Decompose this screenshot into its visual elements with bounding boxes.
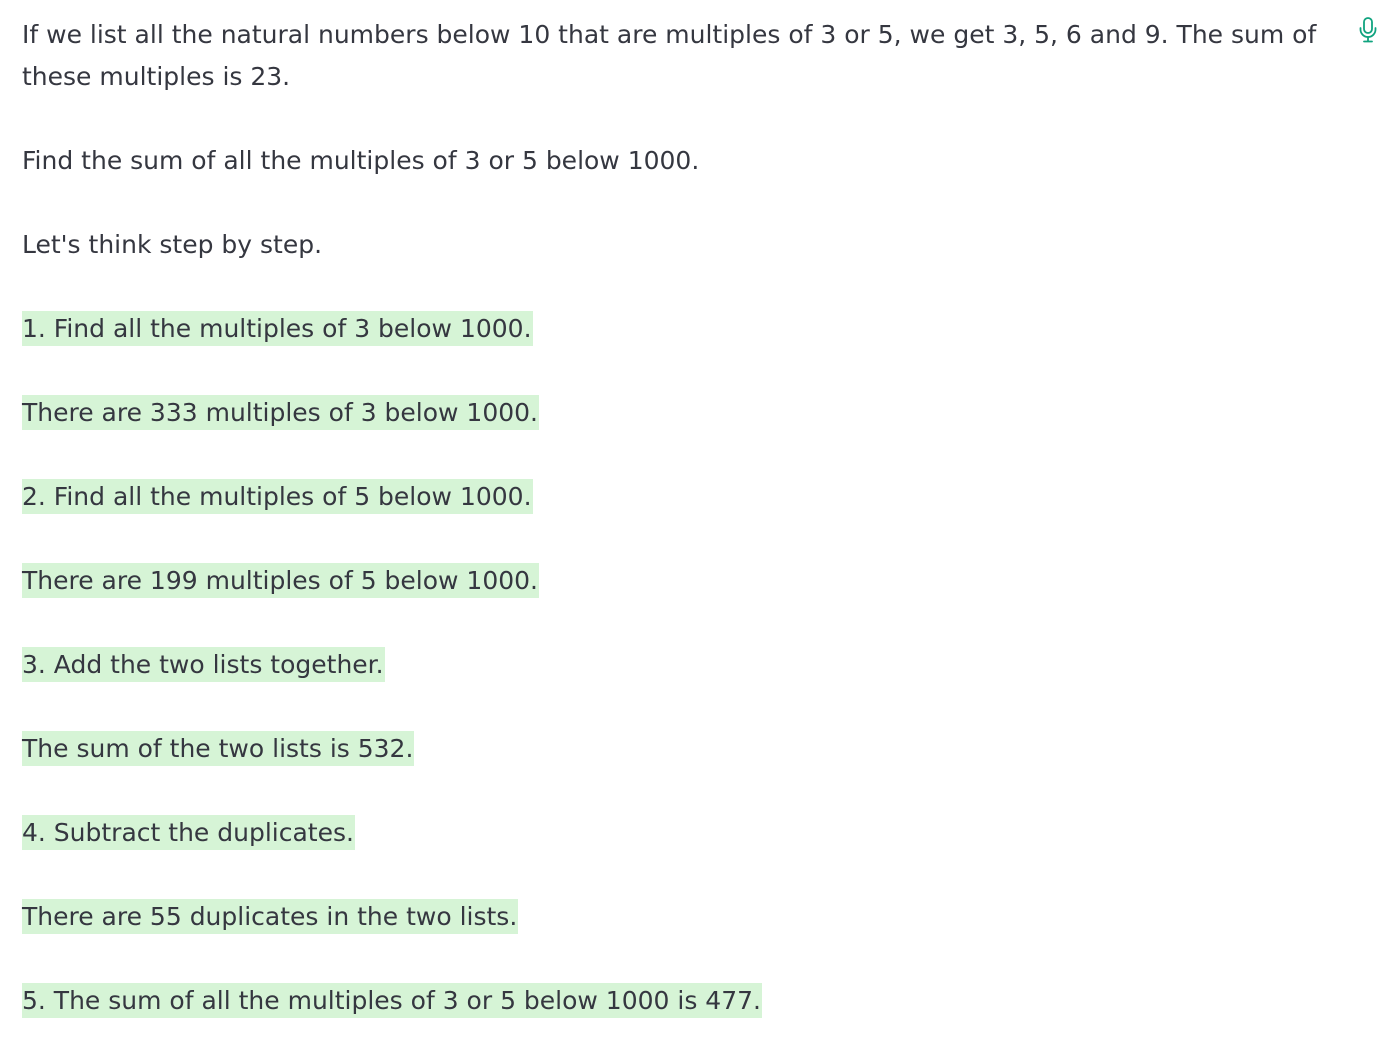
completion-line-9 [22,980,1332,1022]
completion-line-7 [22,812,1332,854]
prompt-paragraph-1: If we list all the natural numbers below 10 that are multiples of 3 or 5, we get 3, 5, 6 and 9. The sum of these multiples is 23. [22,20,1317,91]
completion-highlight: There are 199 multiples of 5 below 1000. [22,563,539,598]
completion-line-1 [22,308,1332,350]
completion-highlight: There are 333 multiples of 3 below 1000. [22,395,539,430]
paragraph-gap [22,98,1332,140]
line-gap [22,854,1332,896]
completion-highlight: The sum of the two lists is 532. [22,731,414,766]
completion-highlight: 5. The sum of all the multiples of 3 or 5 below 1000 is 477. [22,983,762,1018]
completion-highlight: 2. Find all the multiples of 5 below 1000. [22,479,533,514]
line-gap [22,350,1332,392]
completion-line-8 [22,896,1332,938]
microphone-icon-svg [1357,16,1379,44]
line-gap [22,518,1332,560]
completion-line-5 [22,644,1332,686]
completion-line-4 [22,560,1332,602]
microphone-icon[interactable] [1357,16,1379,44]
completion-highlight: 1. Find all the multiples of 3 below 1000. [22,311,533,346]
line-gap [22,770,1332,812]
prompt-paragraph-3: Let's think step by step. [22,230,323,259]
prompt-editor[interactable] [22,14,1332,1022]
line-gap [22,434,1332,476]
prompt-paragraph-2: Find the sum of all the multiples of 3 or 5 below 1000. [22,146,700,175]
completion-highlight: 4. Subtract the duplicates. [22,815,355,850]
completion-highlight: There are 55 duplicates in the two lists. [22,899,518,934]
line-gap [22,686,1332,728]
line-gap [22,938,1332,980]
completion-line-3 [22,476,1332,518]
line-gap [22,602,1332,644]
paragraph-gap [22,266,1332,308]
paragraph-gap [22,182,1332,224]
completion-highlight: 3. Add the two lists together. [22,647,385,682]
completion-line-6 [22,728,1332,770]
completion-line-2 [22,392,1332,434]
